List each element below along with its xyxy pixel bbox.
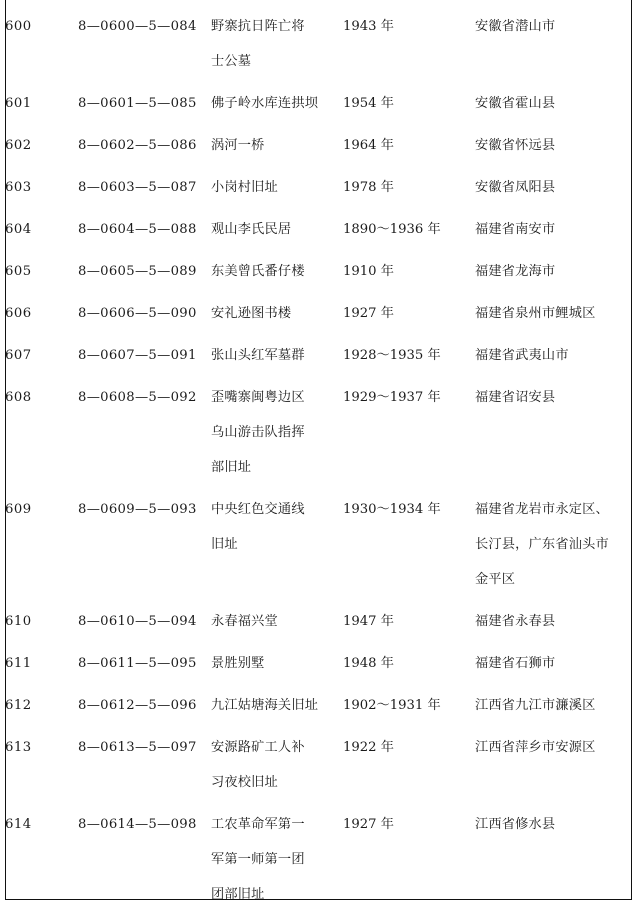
row-period-line: 1929～1937 年: [343, 390, 441, 405]
row-period-line: 1948 年: [343, 656, 394, 671]
row-heritage-code: [78, 247, 211, 289]
row-period: [343, 723, 475, 800]
row-location-line: 江西省九江市濂溪区: [475, 698, 596, 713]
row-sequence-number-line: 608: [5, 390, 32, 405]
table-row: [5, 331, 632, 373]
row-sequence-number-line: 604: [5, 222, 32, 237]
row-site-name-line: 军第一师第一团: [211, 852, 305, 867]
row-sequence-number: [5, 289, 78, 331]
row-site-name: [211, 121, 343, 163]
table-row: [5, 723, 632, 800]
row-heritage-code: [78, 800, 211, 909]
row-sequence-number-line: 600: [5, 19, 32, 34]
row-period: [343, 289, 475, 331]
row-location-line: 福建省武夷山市: [475, 348, 569, 363]
row-heritage-code: [78, 121, 211, 163]
row-period-line: 1910 年: [343, 264, 394, 279]
row-period-line: 1943 年: [343, 19, 394, 34]
row-location: [475, 800, 632, 909]
row-sequence-number-line: 612: [5, 698, 32, 713]
row-location-line: 福建省诏安县: [475, 390, 556, 405]
row-sequence-number: [5, 79, 78, 121]
table-row: [5, 681, 632, 723]
row-site-name: [211, 485, 343, 597]
row-location-line: 江西省萍乡市安源区: [475, 740, 596, 755]
row-heritage-code: [78, 639, 211, 681]
row-heritage-code-line: 8—0612—5—096: [78, 698, 197, 713]
row-location: [475, 681, 632, 723]
row-period-line: 1947 年: [343, 614, 394, 629]
row-sequence-number-line: 613: [5, 740, 32, 755]
row-heritage-code-line: 8—0608—5—092: [78, 390, 197, 405]
heritage-table: [5, 0, 632, 909]
row-period: [343, 163, 475, 205]
row-heritage-code-line: 8—0614—5—098: [78, 817, 197, 832]
row-location-line: 安徽省霍山县: [475, 96, 556, 111]
row-heritage-code-line: 8—0604—5—088: [78, 222, 197, 237]
row-location: [475, 723, 632, 800]
row-period-line: 1964 年: [343, 138, 394, 153]
table-row: [5, 247, 632, 289]
row-sequence-number-line: 609: [5, 502, 32, 517]
row-sequence-number: [5, 247, 78, 289]
table-row: [5, 373, 632, 485]
row-period: [343, 597, 475, 639]
row-location: [475, 597, 632, 639]
row-sequence-number: [5, 331, 78, 373]
row-sequence-number: [5, 205, 78, 247]
row-location-line: 安徽省怀远县: [475, 138, 556, 153]
row-site-name-line: 团部旧址: [211, 887, 265, 902]
row-heritage-code-line: 8—0602—5—086: [78, 138, 197, 153]
table-row: [5, 485, 632, 597]
row-location-line: 福建省龙海市: [475, 264, 556, 279]
table-row: [5, 121, 632, 163]
row-site-name-line: 佛子岭水库连拱坝: [211, 96, 319, 111]
row-sequence-number-line: 605: [5, 264, 32, 279]
row-period-line: 1922 年: [343, 740, 394, 755]
row-location-line: 江西省修水县: [475, 817, 556, 832]
row-site-name: [211, 0, 343, 79]
row-period-line: 1954 年: [343, 96, 394, 111]
row-location: [475, 373, 632, 485]
row-heritage-code: [78, 485, 211, 597]
row-period-line: 1978 年: [343, 180, 394, 195]
row-location: [475, 163, 632, 205]
table-row: [5, 800, 632, 909]
row-site-name-line: 士公墓: [211, 54, 252, 69]
row-location: [475, 331, 632, 373]
row-location: [475, 247, 632, 289]
row-sequence-number: [5, 681, 78, 723]
table-row: [5, 597, 632, 639]
row-heritage-code-line: 8—0613—5—097: [78, 740, 197, 755]
row-heritage-code: [78, 163, 211, 205]
row-period: [343, 639, 475, 681]
row-site-name: [211, 681, 343, 723]
row-location-line: 安徽省潜山市: [475, 19, 556, 34]
row-heritage-code: [78, 681, 211, 723]
row-site-name: [211, 289, 343, 331]
table-body: [5, 0, 632, 909]
row-heritage-code-line: 8—0603—5—087: [78, 180, 197, 195]
row-heritage-code: [78, 289, 211, 331]
row-period: [343, 681, 475, 723]
row-location: [475, 485, 632, 597]
row-sequence-number: [5, 800, 78, 909]
row-period-line: 1902～1931 年: [343, 698, 441, 713]
row-sequence-number: [5, 121, 78, 163]
row-site-name-line: 歪嘴寨闽粤边区: [211, 390, 305, 405]
row-site-name-line: 涡河一桥: [211, 138, 265, 153]
row-site-name: [211, 800, 343, 909]
row-location-line: 金平区: [475, 572, 516, 587]
row-sequence-number-line: 603: [5, 180, 32, 195]
row-site-name: [211, 723, 343, 800]
table-row: [5, 0, 632, 79]
row-period: [343, 247, 475, 289]
row-site-name-line: 野寨抗日阵亡将: [211, 19, 305, 34]
row-sequence-number: [5, 373, 78, 485]
row-heritage-code-line: 8—0606—5—090: [78, 306, 197, 321]
row-location-line: 长汀县，广东省汕头市: [475, 537, 609, 552]
row-period: [343, 331, 475, 373]
row-location-line: 福建省永春县: [475, 614, 556, 629]
row-site-name-line: 观山李氏民居: [211, 222, 292, 237]
row-site-name: [211, 597, 343, 639]
row-site-name: [211, 331, 343, 373]
row-heritage-code-line: 8—0607—5—091: [78, 348, 197, 363]
row-site-name-line: 东美曾氏番仔楼: [211, 264, 305, 279]
table-row: [5, 79, 632, 121]
row-heritage-code: [78, 597, 211, 639]
row-location-line: 福建省龙岩市永定区、: [475, 502, 609, 517]
row-location: [475, 289, 632, 331]
row-period-line: 1927 年: [343, 306, 394, 321]
row-heritage-code: [78, 205, 211, 247]
row-location: [475, 639, 632, 681]
table-row: [5, 289, 632, 331]
row-period-line: 1930～1934 年: [343, 502, 441, 517]
row-heritage-code-line: 8—0601—5—085: [78, 96, 197, 111]
row-period: [343, 79, 475, 121]
row-period: [343, 373, 475, 485]
row-period: [343, 800, 475, 909]
row-location-line: 福建省泉州市鲤城区: [475, 306, 596, 321]
row-heritage-code-line: 8—0609—5—093: [78, 502, 197, 517]
row-sequence-number-line: 611: [5, 656, 32, 671]
table-container: [5, 0, 632, 902]
row-sequence-number: [5, 485, 78, 597]
row-sequence-number: [5, 723, 78, 800]
table-row: [5, 163, 632, 205]
row-location-line: 福建省南安市: [475, 222, 556, 237]
row-sequence-number-line: 606: [5, 306, 32, 321]
row-heritage-code: [78, 79, 211, 121]
row-site-name-line: 乌山游击队指挥: [211, 425, 305, 440]
row-site-name-line: 习夜校旧址: [211, 775, 278, 790]
row-site-name-line: 九江姑塘海关旧址: [211, 698, 319, 713]
row-period: [343, 205, 475, 247]
row-site-name-line: 张山头红军墓群: [211, 348, 305, 363]
row-sequence-number: [5, 0, 78, 79]
row-site-name-line: 景胜别墅: [211, 656, 265, 671]
row-site-name-line: 安礼逊图书楼: [211, 306, 292, 321]
row-site-name-line: 安源路矿工人补: [211, 740, 305, 755]
row-heritage-code: [78, 0, 211, 79]
row-site-name-line: 部旧址: [211, 460, 252, 475]
row-sequence-number: [5, 597, 78, 639]
row-period: [343, 0, 475, 79]
row-site-name: [211, 205, 343, 247]
row-sequence-number-line: 607: [5, 348, 32, 363]
row-heritage-code-line: 8—0611—5—095: [78, 656, 197, 671]
row-period-line: 1927 年: [343, 817, 394, 832]
row-location-line: 安徽省凤阳县: [475, 180, 556, 195]
row-site-name: [211, 247, 343, 289]
row-sequence-number: [5, 163, 78, 205]
row-site-name: [211, 163, 343, 205]
row-period: [343, 485, 475, 597]
row-sequence-number-line: 602: [5, 138, 32, 153]
table-row: [5, 639, 632, 681]
row-period: [343, 121, 475, 163]
row-location: [475, 79, 632, 121]
row-period-line: 1890～1936 年: [343, 222, 441, 237]
row-site-name: [211, 79, 343, 121]
row-location: [475, 0, 632, 79]
row-heritage-code-line: 8—0610—5—094: [78, 614, 197, 629]
row-heritage-code-line: 8—0605—5—089: [78, 264, 197, 279]
row-site-name: [211, 373, 343, 485]
row-site-name: [211, 639, 343, 681]
row-location: [475, 121, 632, 163]
row-heritage-code: [78, 723, 211, 800]
row-sequence-number-line: 610: [5, 614, 32, 629]
row-heritage-code-line: 8—0600—5—084: [78, 19, 197, 34]
row-heritage-code: [78, 373, 211, 485]
row-site-name-line: 旧址: [211, 537, 238, 552]
row-site-name-line: 永春福兴堂: [211, 614, 278, 629]
row-period-line: 1928～1935 年: [343, 348, 441, 363]
row-sequence-number-line: 614: [5, 817, 32, 832]
row-location: [475, 205, 632, 247]
row-location-line: 福建省石狮市: [475, 656, 556, 671]
table-row: [5, 205, 632, 247]
row-heritage-code: [78, 331, 211, 373]
row-site-name-line: 工农革命军第一: [211, 817, 305, 832]
row-sequence-number: [5, 639, 78, 681]
row-site-name-line: 中央红色交通线: [211, 502, 305, 517]
row-site-name-line: 小岗村旧址: [211, 180, 278, 195]
row-sequence-number-line: 601: [5, 96, 32, 111]
